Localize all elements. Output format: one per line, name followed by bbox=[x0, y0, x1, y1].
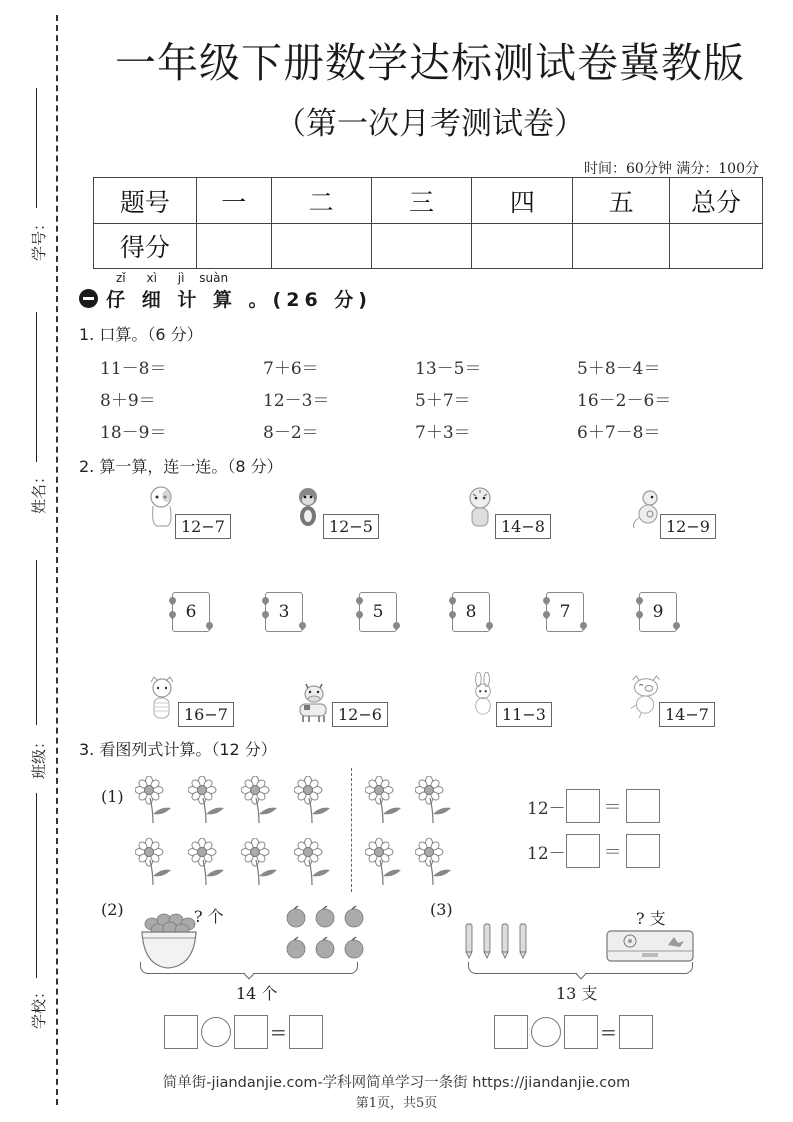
puppy-icon bbox=[145, 484, 179, 528]
heart-icon bbox=[542, 610, 552, 620]
part-2-label: (2) bbox=[101, 900, 124, 919]
animal-expression: 12−5 bbox=[323, 514, 379, 539]
oral-item[interactable]: 12－3＝ bbox=[263, 391, 330, 411]
operator-circle[interactable] bbox=[531, 1017, 561, 1047]
score-cell: 题号 bbox=[94, 178, 197, 224]
animal-expression: 16−7 bbox=[178, 702, 234, 727]
part-2-question: ? 个 bbox=[194, 907, 224, 926]
score-input-cell[interactable] bbox=[271, 224, 371, 269]
heart-icon bbox=[579, 621, 589, 631]
pencils-icon bbox=[463, 922, 533, 960]
card-number: 8 bbox=[465, 602, 477, 622]
answer-box[interactable] bbox=[234, 1015, 268, 1049]
flower-icon bbox=[241, 776, 281, 824]
pinyin-syllable: xì bbox=[146, 271, 157, 285]
score-table-score-row bbox=[94, 224, 763, 269]
animal-expression: 11−3 bbox=[496, 702, 552, 727]
flower-icon bbox=[415, 776, 455, 824]
part-3-equation bbox=[494, 1015, 653, 1049]
oral-item[interactable]: 5＋7＝ bbox=[415, 391, 471, 411]
number-card[interactable] bbox=[359, 592, 397, 632]
flower-icon bbox=[241, 838, 281, 886]
page-title: 一年级下册数学达标测试卷冀教版 bbox=[115, 39, 745, 87]
number-card[interactable] bbox=[546, 592, 584, 632]
page-subtitle: （第一次月考测试卷） bbox=[275, 106, 585, 142]
total-brace bbox=[468, 962, 693, 974]
answer-box[interactable] bbox=[566, 834, 600, 868]
part-2-total: 14 个 bbox=[236, 984, 278, 1003]
school-label: 学校： bbox=[30, 983, 48, 1029]
animal-expression: 12−7 bbox=[175, 514, 231, 539]
flower-icon bbox=[135, 838, 175, 886]
student-id-line[interactable] bbox=[36, 88, 37, 208]
cow-icon bbox=[296, 680, 332, 724]
oral-item[interactable]: 7＋6＝ bbox=[263, 359, 319, 379]
heart-icon bbox=[355, 596, 365, 606]
answer-box[interactable] bbox=[619, 1015, 653, 1049]
oral-row bbox=[100, 354, 720, 386]
heart-icon bbox=[635, 610, 645, 620]
answer-box[interactable] bbox=[626, 834, 660, 868]
heart-icon bbox=[205, 621, 215, 631]
group-divider bbox=[351, 768, 352, 892]
oral-item[interactable]: 16－2－6＝ bbox=[577, 391, 672, 411]
card-number: 9 bbox=[652, 602, 664, 622]
heart-icon bbox=[355, 610, 365, 620]
oral-item[interactable]: 8－2＝ bbox=[263, 423, 319, 443]
score-input-cell[interactable] bbox=[196, 224, 271, 269]
animal-expression: 12−9 bbox=[660, 514, 716, 539]
oral-item[interactable]: 18－9＝ bbox=[100, 423, 167, 443]
oral-item[interactable]: 11－8＝ bbox=[100, 359, 167, 379]
flower-icon bbox=[365, 776, 405, 824]
school-line[interactable] bbox=[36, 793, 37, 978]
mouse-icon bbox=[630, 488, 664, 532]
pinyin-syllable: jì bbox=[177, 271, 185, 285]
basket-icon bbox=[138, 908, 200, 970]
name-label: 姓名： bbox=[30, 468, 48, 514]
kitten-icon bbox=[145, 676, 179, 720]
pinyin-syllable: suàn bbox=[199, 271, 229, 285]
oral-calc-grid bbox=[100, 354, 720, 450]
answer-box[interactable] bbox=[289, 1015, 323, 1049]
card-number: 6 bbox=[185, 602, 197, 622]
part-3-total: 13 支 bbox=[556, 984, 598, 1003]
section-1-heading bbox=[79, 285, 372, 312]
heart-icon bbox=[168, 610, 178, 620]
flower-icon bbox=[188, 776, 228, 824]
binding-dashed-line bbox=[56, 15, 58, 1105]
equation-prefix: 12－ bbox=[527, 843, 566, 864]
question-3-label: 3. 看图列式计算。（12 分） bbox=[79, 740, 277, 759]
score-cell: 三 bbox=[371, 178, 472, 224]
oral-item[interactable]: 13－5＝ bbox=[415, 359, 482, 379]
animal-expression: 14−8 bbox=[495, 514, 551, 539]
number-card[interactable] bbox=[639, 592, 677, 632]
score-cell: 二 bbox=[271, 178, 371, 224]
score-input-cell[interactable] bbox=[573, 224, 670, 269]
card-number: 7 bbox=[559, 602, 571, 622]
heart-icon bbox=[298, 621, 308, 631]
pencil-case-icon bbox=[606, 929, 694, 963]
flower-icon bbox=[188, 838, 228, 886]
oral-item[interactable]: 8＋9＝ bbox=[100, 391, 156, 411]
apples-group bbox=[285, 904, 365, 964]
section-pinyin bbox=[116, 271, 239, 285]
heart-icon bbox=[168, 596, 178, 606]
answer-box[interactable] bbox=[494, 1015, 528, 1049]
answer-box[interactable] bbox=[164, 1015, 198, 1049]
heart-icon bbox=[635, 596, 645, 606]
exam-meta: 时间：60分钟 满分：100分 bbox=[584, 161, 759, 177]
footer-source: 简单街-jiandanjie.com-学科网简单学习一条街 https://jiandanjie.com bbox=[162, 1075, 631, 1091]
animal-expression: 12−6 bbox=[332, 702, 388, 727]
heart-icon bbox=[261, 610, 271, 620]
answer-box[interactable] bbox=[626, 789, 660, 823]
number-card[interactable] bbox=[452, 592, 490, 632]
number-card[interactable] bbox=[172, 592, 210, 632]
heart-icon bbox=[485, 621, 495, 631]
score-table-header-row bbox=[94, 178, 763, 224]
animal-expression: 14−7 bbox=[659, 702, 715, 727]
part-2-equation bbox=[164, 1015, 323, 1049]
student-id-label: 学号： bbox=[30, 215, 48, 261]
oral-item[interactable]: 5＋8－4＝ bbox=[577, 359, 661, 379]
score-cell: 总分 bbox=[670, 178, 763, 224]
part-1-label: (1) bbox=[101, 787, 124, 806]
section-1-title: 仔 细 计 算 。(26 分) bbox=[106, 289, 372, 311]
score-cell: 四 bbox=[472, 178, 573, 224]
flower-icon bbox=[294, 776, 334, 824]
oral-item[interactable]: 6＋7－8＝ bbox=[577, 423, 661, 443]
score-cell: 一 bbox=[196, 178, 271, 224]
part-3-question: ? 支 bbox=[636, 909, 666, 928]
part-3-label: (3) bbox=[430, 900, 453, 919]
pinyin-syllable: zǐ bbox=[116, 271, 126, 285]
tiger-icon bbox=[463, 486, 497, 530]
heart-icon bbox=[672, 621, 682, 631]
score-input-cell[interactable] bbox=[472, 224, 573, 269]
monkey-icon bbox=[294, 486, 322, 530]
answer-box[interactable] bbox=[564, 1015, 598, 1049]
answer-box[interactable] bbox=[566, 789, 600, 823]
equation-prefix: 12－ bbox=[527, 798, 566, 819]
operator-circle[interactable] bbox=[201, 1017, 231, 1047]
part-1-equation-2 bbox=[527, 834, 660, 868]
oral-row bbox=[100, 386, 720, 418]
oral-row bbox=[100, 418, 720, 450]
equals-sign: = bbox=[270, 1020, 287, 1044]
flower-icon bbox=[365, 838, 405, 886]
heart-icon bbox=[392, 621, 402, 631]
equals-sign: ＝ bbox=[603, 842, 622, 863]
class-line[interactable] bbox=[36, 560, 37, 725]
total-brace bbox=[140, 962, 358, 974]
score-table bbox=[93, 177, 763, 269]
flower-icon bbox=[294, 838, 334, 886]
name-line[interactable] bbox=[36, 312, 37, 462]
score-input-cell[interactable] bbox=[670, 224, 763, 269]
question-1-label: 1. 口算。（6 分） bbox=[79, 325, 203, 344]
part-1-equation-1 bbox=[527, 789, 660, 823]
card-number: 5 bbox=[372, 602, 384, 622]
score-cell: 五 bbox=[573, 178, 670, 224]
page-number: 第1页，共5页 bbox=[355, 1096, 438, 1111]
equals-sign: = bbox=[600, 1020, 617, 1044]
number-card[interactable] bbox=[265, 592, 303, 632]
rabbit-icon bbox=[466, 672, 500, 716]
flower-icon bbox=[135, 776, 175, 824]
heart-icon bbox=[448, 610, 458, 620]
heart-icon bbox=[261, 596, 271, 606]
section-number-one-icon bbox=[79, 289, 98, 308]
score-cell: 得分 bbox=[94, 224, 197, 269]
heart-icon bbox=[448, 596, 458, 606]
score-input-cell[interactable] bbox=[371, 224, 472, 269]
equals-sign: ＝ bbox=[603, 797, 622, 818]
oral-item[interactable]: 7＋3＝ bbox=[415, 423, 471, 443]
flower-icon bbox=[415, 838, 455, 886]
heart-icon bbox=[542, 596, 552, 606]
question-2-label: 2. 算一算，连一连。（8 分） bbox=[79, 457, 283, 476]
class-label: 班级： bbox=[30, 733, 48, 779]
card-number: 3 bbox=[278, 602, 290, 622]
